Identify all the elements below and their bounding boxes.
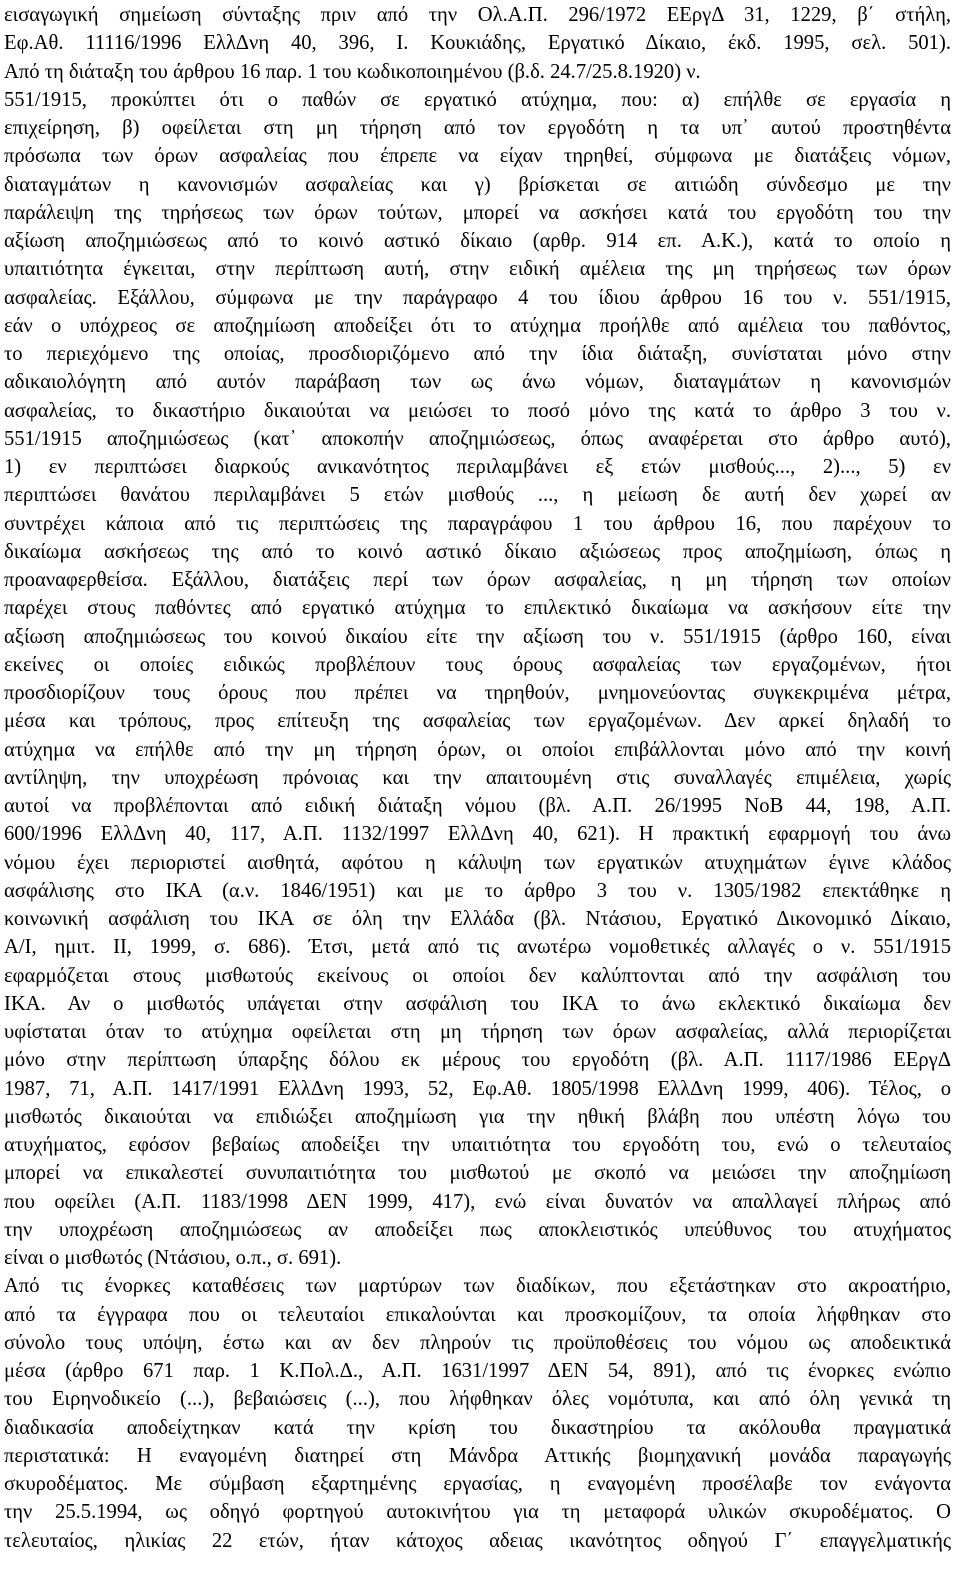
text-line: αξίωση αποζημιώσεως του κοινού δικαίου είτε την αξίωση του ν. 551/1915 (άρθρο 160, είναι [4, 625, 951, 648]
text-line: μέσα και τρόπους, προς επίτευξη της ασφαλείας των εργαζομένων. Δεν αρκεί δηλαδή το [4, 710, 951, 733]
text-line: μέσα (άρθρο 671 παρ. 1 Κ.Πολ.Δ., Α.Π. 1631/1997 ΔΕΝ 54, 891), από τις ένορκες ενώπιο [4, 1360, 951, 1382]
text-line: περιστατικά: Η εναγομένη διατηρεί στη Μάνδρα Αττικής βιομηχανική μονάδα παραγωγής [4, 1444, 951, 1467]
text-line: προσδιορίζουν τους όρους που πρέπει να τηρηθούν, μνημονεύοντας συγκεκριμένα μέτρα, [4, 682, 951, 704]
text-line: την υποχρέωση αποζημιώσεως αν αποδείξει πως αποκλειστικός υπεύθυνος του ατυχήματος [4, 1218, 951, 1241]
text-line: το περιεχόμενο της οποίας, προσδιοριζόμενο από την ίδια διάταξη, συνίσταται μόνο στην [4, 343, 951, 365]
text-line: την 25.5.1994, ως οδηγό φορτηγού αυτοκινήτου για τη μεταφορά υλικών σκυροδέματος. Ο [4, 1501, 951, 1524]
text-line: σύνολο τους υπόψη, έστω και αν δεν πληρούν τις προϋποθέσεις του νόμου ως αποδεικτικά [4, 1331, 951, 1354]
text-line: επιχείρηση, β) οφείλεται στη μη τήρηση από τον εργοδότη η τα υπ᾽ αυτού προστηθέντα [4, 117, 951, 139]
text-line: ΙΚΑ. Αν ο μισθωτός υπάγεται στην ασφάλιση του ΙΚΑ το άνω εκλεκτικό δικαίωμα δεν [4, 992, 951, 1015]
text-line: 1987, 71, Α.Π. 1417/1991 ΕλλΔνη 1993, 52, Εφ.Αθ. 1805/1998 ΕλλΔνη 1999, 406). Τέλος, ο [4, 1077, 951, 1100]
text-line: πρόσωπα των όρων ασφαλείας που έπρεπε να είχαν τηρηθεί, σύμφωνα με διατάξεις νόμων, [4, 145, 951, 168]
text-line: κοινωνική ασφάλιση του ΙΚΑ σε όλη την Ελλάδα (βλ. Ντάσιου, Εργατικό Δικονομικό Δίκαιο, [4, 908, 951, 930]
text-line: παρέχει στους παθόντες από εργατικό ατύχημα το επιλεκτικό δικαίωμα να ασκήσουν είτε την [4, 597, 951, 620]
text-line: διαταγμάτων η κανονισμών ασφαλείας και γ) βρίσκεται σε αιτιώδη σύνδεσμο με την [4, 173, 951, 196]
text-line: υφίσταται όταν το ατύχημα οφείλεται στη μη τήρηση των όρων ασφαλείας, αλλά περιορίζεται [4, 1021, 951, 1043]
text-line: περιπτώσει θανάτου περιλαμβάνει 5 ετών μισθούς ..., η μείωση δε αυτή δεν χωρεί αν [4, 484, 951, 507]
text-line: 600/1996 ΕλλΔνη 40, 117, Α.Π. 1132/1997 ΕλλΔνη 40, 621). Η πρακτική εφαρμογή του άνω [4, 823, 951, 846]
text-line: Εφ.Αθ. 11116/1996 ΕλλΔνη 40, 396, Ι. Κουκιάδης, Εργατικό Δίκαιο, έκδ. 1995, σελ. 501). [4, 32, 951, 55]
text-line: μόνο στην περίπτωση ύπαρξης δόλου εκ μέρους του εργοδότη (βλ. Α.Π. 1117/1986 ΕΕργΔ [4, 1049, 951, 1072]
text-line: ατυχήματος, εφόσον βεβαίως αποδείξει την υπαιτιότητα του εργοδότη του, ενώ ο τελευταίος [4, 1134, 951, 1156]
text-line: τελευταίος, ηλικίας 22 ετών, ήταν κάτοχος αδειας ικανότητος οδηγού Γ΄ επαγγελματικής [4, 1529, 951, 1552]
text-line: προαναφερθείσα. Εξάλλου, διατάξεις περί των όρων ασφαλείας, η μη τήρηση των οποίων [4, 569, 951, 591]
text-line: του Ειρηνοδικείο (...), βεβαιώσεις (...), που λήφθηκαν όλες νομότυπα, και από όλη γενικά τη [4, 1388, 951, 1411]
text-line: Από τις ένορκες καταθέσεις των μαρτύρων των διαδίκων, που εξετάστηκαν στο ακροατήριο, [4, 1275, 951, 1298]
text-line: εισαγωγική σημείωση σύνταξης πριν από την Ολ.Α.Π. 296/1972 ΕΕργΔ 31, 1229, β΄ στήλη, [4, 4, 951, 26]
text-line: Α/Ι, ημιτ. ΙΙ, 1999, σ. 686). Έτσι, μετά από τις ανωτέρω νομοθετικές αλλαγές ο ν. 551/1915 [4, 936, 951, 959]
text-line: νόμου έχει περιοριστεί αισθητά, αφότου η κάλυψη των εργατικών ατυχημάτων έγινε κλάδος [4, 851, 951, 874]
text-line: Από τη διάταξη του άρθρου 16 παρ. 1 του κωδικοποιημένου (β.δ. 24.7/25.8.1920) ν. [4, 60, 701, 83]
text-line: εκείνες οι οποίες ειδικώς προβλέπουν τους όρους ασφαλείας των εργαζομένων, ήτοι [4, 653, 951, 676]
text-line: αδικαιολόγητη από αυτόν παράβαση των ως άνω νόμων, διαταγμάτων η κανονισμών [4, 371, 951, 394]
text-line: 551/1915, προκύπτει ότι ο παθών σε εργατικό ατύχημα, που: α) επήλθε σε εργασία η [4, 88, 951, 111]
text-line: εάν ο υπόχρεος σε αποζημίωση αποδείξει ότι το ατύχημα προήλθε από αμέλεια του παθόντος, [4, 314, 951, 337]
text-line: δικαίωμα ασκήσεως της από το κοινό αστικό δίκαιο αξιώσεως προς αποζημίωση, όπως η [4, 540, 951, 563]
text-line: που οφείλει (Α.Π. 1183/1998 ΔΕΝ 1999, 417), ενώ είναι δυνατόν να απαλλαγεί πλήρως από [4, 1190, 951, 1213]
text-line: ασφαλείας. Εξάλλου, σύμφωνα με την παράγραφο 4 του ίδιου άρθρου 16 του ν. 551/1915, [4, 286, 951, 309]
text-line: μισθωτός δικαιούται να επιδιώξει αποζημίωση για την ηθική βλάβη που υπέστη λόγω του [4, 1105, 951, 1128]
text-line: ασφαλείας, το δικαστήριο δικαιούται να μειώσει το ποσό μόνο της κατά το άρθρο 3 του ν. [4, 399, 951, 422]
text-line: εφαρμόζεται στους μισθωτούς εκείνους οι οποίοι δεν καλύπτονται από την ασφάλιση του [4, 964, 951, 987]
text-line: ατύχημα να επήλθε από την μη τήρηση όρων, οι οποίοι επιβάλλονται μόνο από την κοινή [4, 738, 951, 761]
text-line: είναι ο μισθωτός (Ντάσιου, ο.π., σ. 691). [4, 1247, 342, 1269]
text-line: 551/1915 αποζημιώσεως (κατ᾽ αποκοπήν αποζημιώσεως, όπως αναφέρεται στο άρθρο αυτό), [4, 427, 951, 450]
text-line: συντρέχει κάποια από τις περιπτώσεις της παραγράφου 1 του άρθρου 16, που παρέχουν το [4, 512, 951, 535]
text-line: διαδικασία αποδείχτηκαν κατά την κρίση του δικαστηρίου τα ακόλουθα πραγματικά [4, 1416, 951, 1439]
text-line: από τα έγγραφα που οι τελευταίοι επικαλούνται και προσκομίζουν, τα οποία λήφθηκαν στο [4, 1303, 951, 1326]
text-line: παράλειψη της τηρήσεως των όρων τούτων, μπορεί να ασκήσει κατά του εργοδότη του την [4, 201, 951, 224]
text-line: ασφάλισης στο ΙΚΑ (α.ν. 1846/1951) και με το άρθρο 3 του ν. 1305/1982 επεκτάθηκε η [4, 879, 951, 902]
text-line: μπορεί να επικαλεστεί συνυπαιτιότητα του μισθωτού με σκοπό να μειώσει την αποζημίωση [4, 1162, 951, 1185]
text-line: υπαιτιότητα έγκειται, στην περίπτωση αυτή, στην ειδική αμέλεια της μη τηρήσεως των όρων [4, 258, 951, 281]
text-line: αντίληψη, την υποχρέωση πρόνοιας και την απαιτουμένη στις συναλλαγές επιμέλεια, χωρίς [4, 766, 951, 789]
text-line: 1) εν περιπτώσει διαρκούς ανικανότητος περιλαμβάνει εξ ετών μισθούς..., 2)..., 5) εν [4, 456, 951, 478]
text-line: σκυροδέματος. Με σύμβαση εξαρτημένης εργασίας, η εναγομένη προσέλαβε τον ενάγοντα [4, 1473, 951, 1495]
text-line: αξίωση αποζημιώσεως από το κοινό αστικό δίκαιο (αρθρ. 914 επ. Α.Κ.), κατά το οποίο η [4, 230, 951, 252]
text-line: αυτοί να προβλέπονται από ειδική διάταξη νόμου (βλ. Α.Π. 26/1995 ΝοΒ 44, 198, Α.Π. [4, 795, 951, 817]
